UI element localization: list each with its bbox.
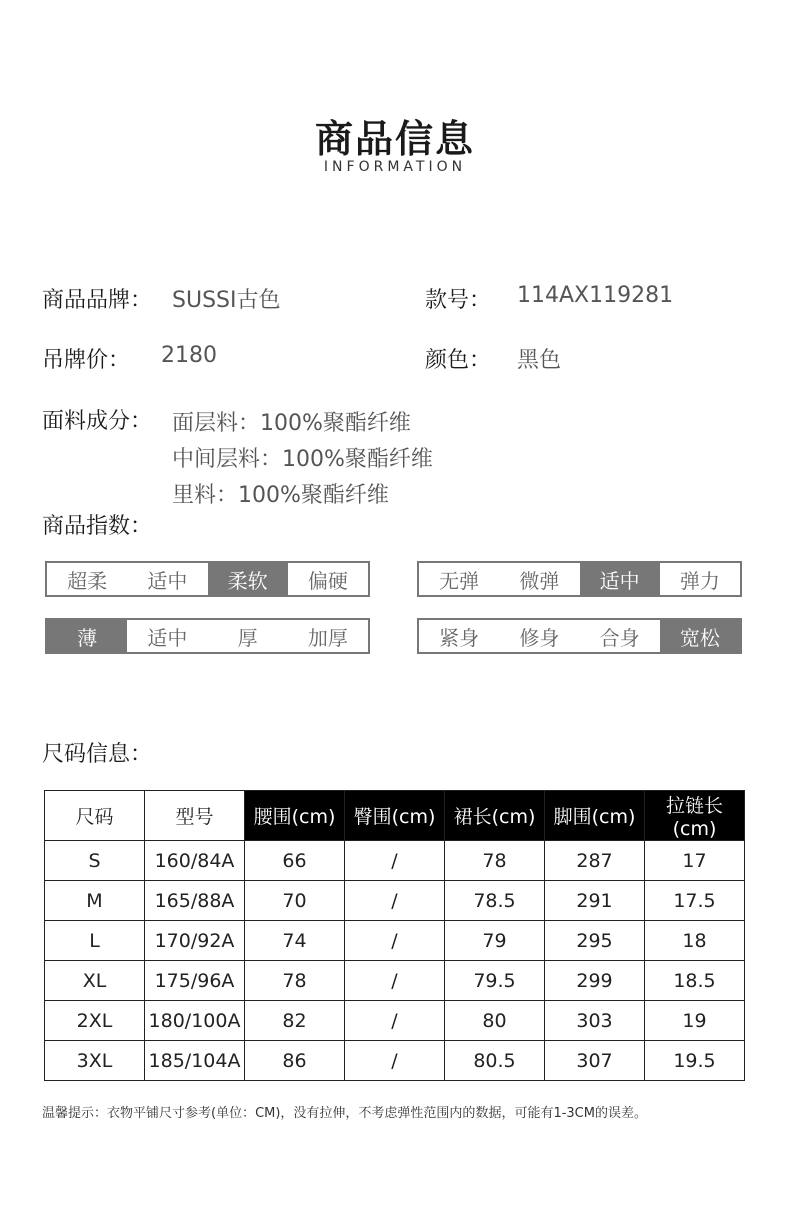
table-cell: 78 [245, 961, 345, 1001]
fabric-label: 面料成分： [42, 409, 153, 434]
table-cell: S [45, 841, 145, 881]
size-table-body [45, 841, 745, 1081]
table-cell: 19 [645, 1001, 745, 1041]
table-cell: 79 [445, 921, 545, 961]
table-cell: 17.5 [645, 881, 745, 921]
softness-option: 超柔 [47, 563, 127, 595]
page-title: 商品信息 [314, 117, 475, 161]
table-cell: 3XL [45, 1041, 145, 1081]
color-label: 颜色： [425, 348, 492, 373]
table-row [45, 921, 745, 961]
thickness-option: 薄 [47, 620, 127, 652]
table-cell: 80.5 [445, 1041, 545, 1081]
brand-value: SUSSI古色 [172, 288, 281, 313]
softness-option: 柔软 [208, 563, 288, 595]
table-cell: 170/92A [145, 921, 245, 961]
fit-option: 紧身 [419, 620, 499, 652]
table-cell: 17 [645, 841, 745, 881]
header-zipper-length: 拉链长(cm) [645, 791, 745, 841]
table-cell: 291 [545, 881, 645, 921]
style-value: 114AX119281 [517, 283, 674, 308]
fabric-line-middle: 中间层料：100%聚酯纤维 [172, 447, 433, 472]
table-cell: 18 [645, 921, 745, 961]
header-hip: 臀围(cm) [345, 791, 445, 841]
elasticity-option: 无弹 [419, 563, 499, 595]
thickness-option: 加厚 [288, 620, 368, 652]
table-cell: 287 [545, 841, 645, 881]
table-cell: 74 [245, 921, 345, 961]
size-table [44, 790, 745, 1081]
table-cell: 185/104A [145, 1041, 245, 1081]
thickness-option: 厚 [208, 620, 288, 652]
table-cell: 2XL [45, 1001, 145, 1041]
table-row [45, 1001, 745, 1041]
table-cell: 78 [445, 841, 545, 881]
page-subtitle: INFORMATION [323, 159, 467, 175]
fabric-line-outer: 面层料：100%聚酯纤维 [172, 411, 411, 436]
size-note: 温馨提示：衣物平铺尺寸参考(单位：CM)，没有拉伸，不考虑弹性范围内的数据，可能有1-3CM的误差。 [42, 1106, 647, 1121]
table-cell: 307 [545, 1041, 645, 1081]
softness-index [45, 561, 370, 597]
elasticity-option: 适中 [580, 563, 660, 595]
table-row [45, 961, 745, 1001]
table-cell: 18.5 [645, 961, 745, 1001]
header-skirt-length: 裙长(cm) [445, 791, 545, 841]
table-cell: / [345, 841, 445, 881]
style-label: 款号： [425, 288, 492, 313]
table-cell: / [345, 881, 445, 921]
table-cell: / [345, 921, 445, 961]
table-cell: 180/100A [145, 1001, 245, 1041]
header-model: 型号 [145, 791, 245, 841]
table-cell: / [345, 1001, 445, 1041]
fit-option: 修身 [499, 620, 579, 652]
size-table-header [45, 791, 745, 841]
softness-option: 偏硬 [288, 563, 368, 595]
table-cell: / [345, 961, 445, 1001]
fabric-line-lining: 里料：100%聚酯纤维 [172, 483, 389, 508]
thickness-index [45, 618, 370, 654]
price-label: 吊牌价： [42, 348, 131, 373]
table-cell: 165/88A [145, 881, 245, 921]
table-cell: 299 [545, 961, 645, 1001]
table-row [45, 841, 745, 881]
table-cell: 175/96A [145, 961, 245, 1001]
fit-option: 宽松 [660, 620, 740, 652]
fit-option: 合身 [580, 620, 660, 652]
elasticity-option: 微弹 [499, 563, 579, 595]
header-hem: 脚围(cm) [545, 791, 645, 841]
table-row [45, 881, 745, 921]
price-value: 2180 [161, 343, 217, 368]
elasticity-option: 弹力 [660, 563, 740, 595]
table-cell: 70 [245, 881, 345, 921]
indices-label: 商品指数： [42, 514, 153, 539]
table-cell: 80 [445, 1001, 545, 1041]
header-waist: 腰围(cm) [245, 791, 345, 841]
thickness-option: 适中 [127, 620, 207, 652]
table-cell: 86 [245, 1041, 345, 1081]
table-cell: 78.5 [445, 881, 545, 921]
softness-option: 适中 [127, 563, 207, 595]
size-info-label: 尺码信息： [42, 742, 153, 767]
table-cell: 79.5 [445, 961, 545, 1001]
fit-index [417, 618, 742, 654]
table-cell: L [45, 921, 145, 961]
header-size: 尺码 [45, 791, 145, 841]
color-value: 黑色 [517, 348, 562, 373]
table-cell: / [345, 1041, 445, 1081]
table-cell: M [45, 881, 145, 921]
table-row [45, 1041, 745, 1081]
table-cell: 295 [545, 921, 645, 961]
table-cell: 303 [545, 1001, 645, 1041]
brand-label: 商品品牌： [42, 288, 153, 313]
table-cell: 82 [245, 1001, 345, 1041]
table-cell: 66 [245, 841, 345, 881]
table-cell: 160/84A [145, 841, 245, 881]
table-cell: XL [45, 961, 145, 1001]
table-cell: 19.5 [645, 1041, 745, 1081]
elasticity-index [417, 561, 742, 597]
